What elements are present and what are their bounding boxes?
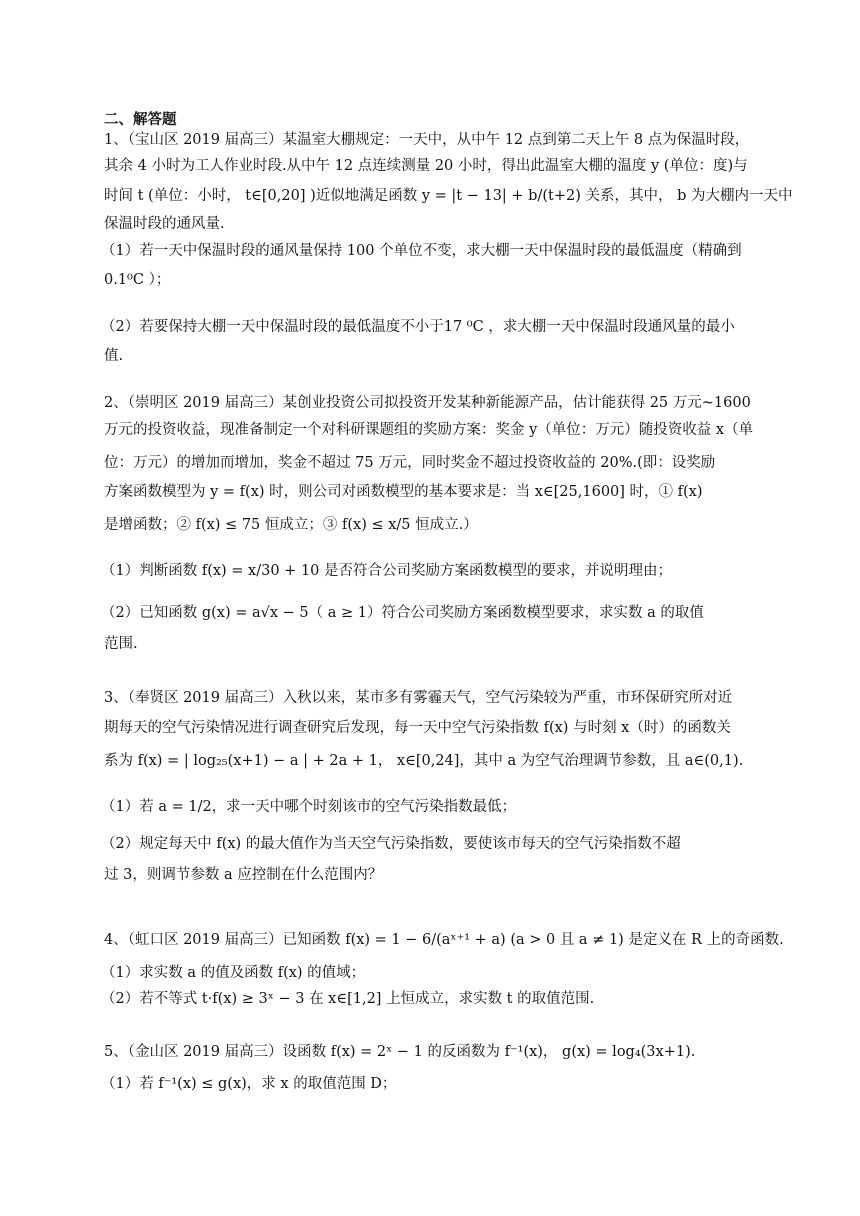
problem-3-part-1: （1）若 a = 1/2，求一天中哪个时刻该市的空气污染指数最低； [101,799,517,815]
problem-2-line-1: 2、（崇明区 2019 届高三）某创业投资公司拟投资开发某种新能源产品，估计能获得 25 万元~1600 [104,395,751,411]
problem-1-line-2: 其余 4 小时为工人作业时段.从中午 12 点连续测量 20 小时，得出此温室大棚的温度 y (单位：度)与 [104,158,748,174]
problem-2-line-3: 位：万元）的增加而增加，奖金不超过 75 万元，同时奖金不超过投资收益的 20%.(即：设奖励 [104,455,716,471]
problem-1-line-1: 1、（宝山区 2019 届高三）某温室大棚规定：一天中，从中午 12 点到第二天上午 8 点为保温时段， [104,132,750,148]
problem-4-line-1: 4、（虹口区 2019 届高三）已知函数 f(x) = 1 − 6/(aˣ⁺¹ + a) (a > 0 且 a ≠ 1) 是定义在 R 上的奇函数. [104,932,784,948]
problem-1-part-2: （2）若要保持大棚一天中保温时段的最低温度不小于17 ⁰C ，求大棚一天中保温时段通风量的最小 [101,319,735,335]
problem-3-part-2-cont: 过 3，则调节参数 a 应控制在什么范围内？ [104,867,383,883]
problem-5-line-1: 5、（金山区 2019 届高三）设函数 f(x) = 2ˣ − 1 的反函数为 f⁻¹(x)， g(x) = log₄(3x+1). [104,1044,696,1060]
problem-2-line-4: 方案函数模型为 y = f(x) 时，则公司对函数模型的基本要求是：当 x∈[25,1600] 时，① f(x) [104,484,703,500]
problem-1-line-4: 保温时段的通风量. [104,216,225,232]
problem-3-line-1: 3、（奉贤区 2019 届高三）入秋以来，某市多有雾霾天气，空气污染较为严重，市环保研究所对近 [104,690,733,706]
problem-2-part-2: （2）已知函数 g(x) = a√x − 5（ a ≥ 1）符合公司奖励方案函数模型要求，求实数 a 的取值 [101,605,704,621]
problem-2-line-2: 万元的投资收益，现准备制定一个对科研课题组的奖励方案：奖金 y（单位：万元）随投资收益 x（单 [104,422,754,438]
problem-3-line-2: 期每天的空气污染情况进行调查研究后发现，每一天中空气污染指数 f(x) 与时刻 x（时）的函数关 [104,720,731,736]
problem-2-part-1: （1）判断函数 f(x) = x/30 + 10 是否符合公司奖励方案函数模型的要求，并说明理由； [101,563,672,579]
problem-1-part-1-cont: 0.1⁰C ）； [104,272,171,288]
problem-2-part-2-cont: 范围. [104,636,138,652]
problem-1-part-1: （1）若一天中保温时段的通风量保持 100 个单位不变，求大棚一天中保温时段的最低温度（精确到 [101,243,742,259]
problem-1-part-2-cont: 值. [104,348,124,364]
problem-3-part-2: （2）规定每天中 f(x) 的最大值作为当天空气污染指数，要使该市每天的空气污染指数不超 [101,836,681,852]
problem-1-line-3: 时间 t (单位：小时， t∈[0,20] )近似地满足函数 y = |t − 13| + b/(t+2) 关系，其中， b 为大棚内一天中 [104,188,793,204]
problem-4-part-2: （2）若不等式 t·f(x) ≥ 3ˣ − 3 在 x∈[1,2] 上恒成立，求实数 t 的取值范围. [101,991,595,1007]
problem-3-line-3: 系为 f(x) = | log₂₅(x+1) − a | + 2a + 1， x∈[0,24]，其中 a 为空气治理调节参数，且 a∈(0,1). [104,753,744,769]
problem-2-line-5: 是增函数；② f(x) ≤ 75 恒成立；③ f(x) ≤ x/5 恒成立.） [104,517,478,533]
problem-5-part-1: （1）若 f⁻¹(x) ≤ g(x)，求 x 的取值范围 D； [101,1076,397,1092]
section-heading: 二、解答题 [104,111,177,128]
problem-4-part-1: （1）求实数 a 的值及函数 f(x) 的值域； [101,965,366,981]
